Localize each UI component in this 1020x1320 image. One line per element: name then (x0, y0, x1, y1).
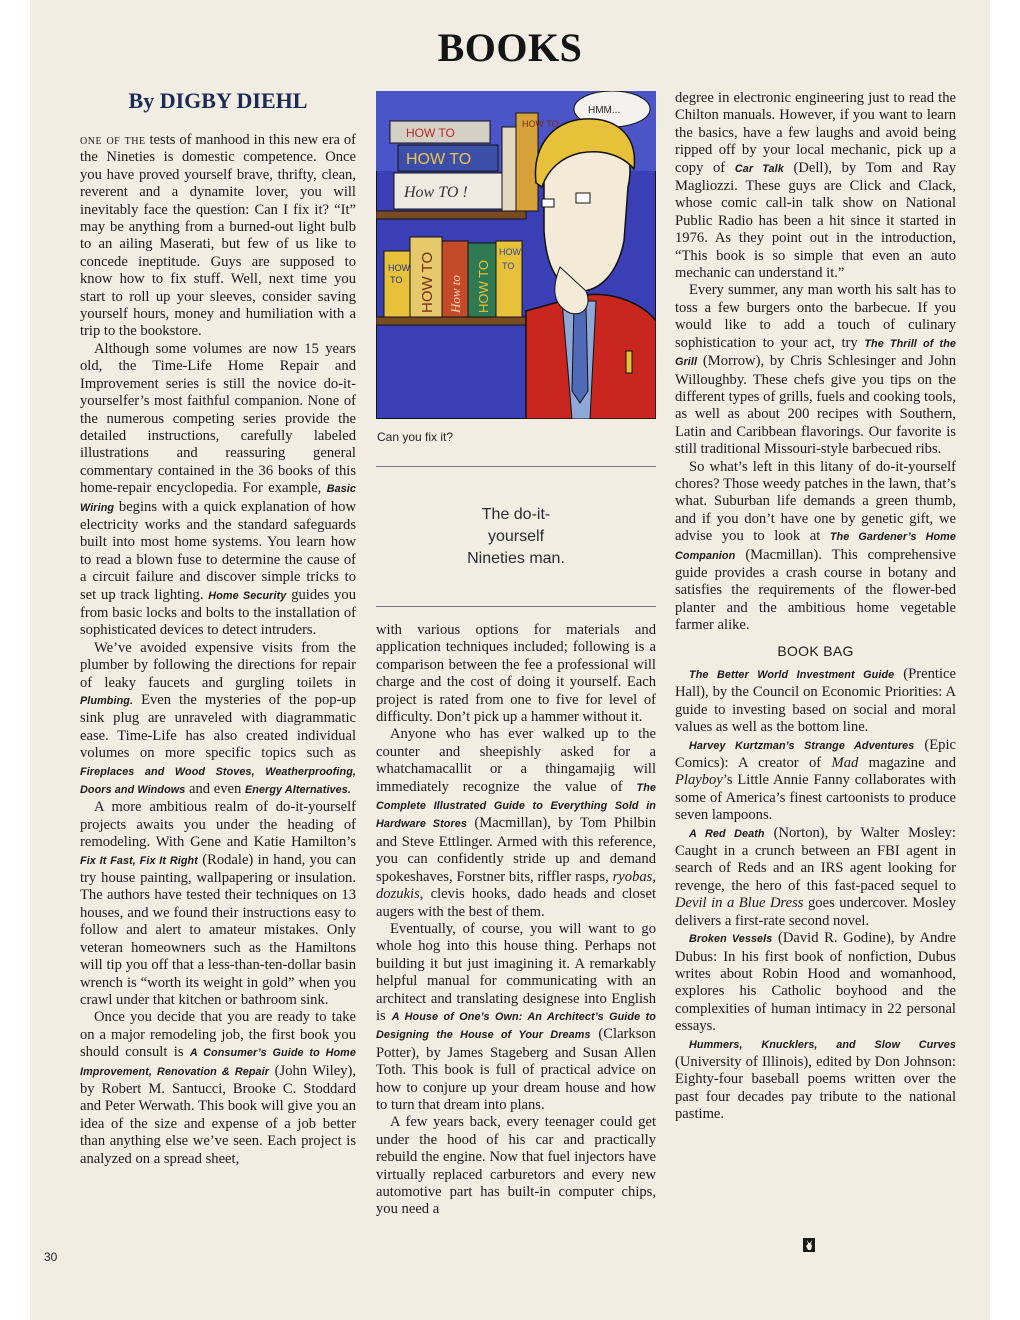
book-title: A House of One’s Own: An Architect’s Guide to Designing the House of Your Dreams (376, 1010, 657, 1042)
column-2 (376, 622, 656, 1219)
book-title: The Complete Illustrated Guide to Everything Sold in Hardware Stores (376, 781, 656, 831)
text: (Dell), by Tom and Ray Magliozzi. These guys are Click and Clack, whose comic call-in talk show on National Public Radio has been a hit since it started in 1976. As they point out in the introduction, “This book is so simple that even an auto mechanic can understand it.” (675, 159, 956, 282)
lead-in: one of the (80, 132, 146, 148)
divider (376, 606, 656, 607)
paragraph (80, 132, 356, 341)
pencil (626, 351, 632, 373)
tie (572, 305, 588, 403)
book-title: A Consumer’s Guide to Home Improvement, Renovation & Repair (80, 1047, 356, 1078)
page-number: 30 (44, 1250, 58, 1264)
text: (Norton), by Walter Mosley: Caught in a crunch between an FBI agent in search of Reds and an IRS agent looking for revenge, the hero of this fast-paced sequel to (675, 824, 956, 894)
shelf (376, 211, 526, 219)
book-title: The Gardener’s Home Companion (675, 531, 956, 562)
playboy-bunny-icon (803, 1238, 815, 1252)
text: (University of Illinois), edited by Don Johnson: Eighty-four baseball poems written over the past four decades pay tribute to the national pastime. (675, 1053, 956, 1123)
shelf (376, 317, 536, 325)
text: (Macmillan), by Tom Philbin and Steve Ettlinger. Armed with this reference, you can confidently stride up and demand spokeshaves, Forstner bits, riffler rasps, (376, 815, 657, 885)
eye (576, 193, 590, 203)
paragraph (80, 1009, 356, 1168)
italic-text: Devil in a Blue Dress (675, 895, 804, 912)
book-title: The Better World Investment Guide (689, 669, 895, 681)
italic-text: Playboy (675, 772, 723, 789)
book-title: Harvey Kurtzman’s Strange Adventures (689, 739, 915, 752)
paragraph: with various options for materials and application techniques included; following is a comparison between the fee a professional will charge and the cost of doing it yourself. Each project is rated from one to five for level of difficulty. Don’t pick up a hammer without it. (376, 622, 656, 726)
book-spine (502, 127, 516, 211)
book-bag-entry (675, 1036, 956, 1124)
text: So what’s left in this litany of do-it-yourself chores? Those weedy patches in the lawn, that’s what. Suburban life demands a green thumb, and if you don’t have one by genetic gift, we advise you to look at (675, 458, 956, 545)
cartoon-illustration (376, 91, 656, 419)
text: (Prentice Hall), by the Council on Economic Priorities: A guide to investing based on social and moral values as well as the bottom line. (675, 666, 956, 736)
text: (Rodale) in hand, you can try house painting, wallpapering or insulation. The authors have tested their techniques on 13 houses, and we found their instructions easy to follow and alert to amateur mistakes. Only veteran homeowners such as the Hamiltons will tip you off that a less-than-ten-dollar basin wrench is “worth its weight in gold” when you crawl under that kitchen or bathroom sink. (80, 851, 357, 1008)
spine-text: HOW (499, 247, 521, 257)
book-title: Energy Alternatives. (244, 784, 351, 797)
spine-text: HOW TO (406, 151, 472, 168)
book-title: A Red Death (689, 827, 765, 840)
spine-text: How to (448, 275, 463, 313)
italic-text: ryobas, dozukis, (376, 868, 656, 903)
text: A more ambitious realm of do-it-yourself projects awaits you under the heading of remodeling. With Gene and Katie Hamilton’s (80, 799, 356, 851)
text: (Epic Comics): A creator of (675, 736, 956, 772)
text: (Macmillan). This comprehensive guide provides a crash course in botany and satisfies the requirements of the flower-bed planter and the ambitious home vegetable farmer alike. (675, 546, 956, 634)
text: We’ve avoided expensive visits from the plumber by following the directions for repair of leaky faucets and gurgling toilets in (80, 639, 356, 691)
book-bag-entry (675, 825, 956, 930)
spine-text: TO (502, 261, 515, 271)
text: (Morrow), by Chris Schlesinger and John Willoughby. These chefs give you tips on the different types of grills, fuels and cooking tools, as well as about 200 recipes with Southern, Latin and Caribbean flavorings. Our favorite is still traditional Missouri-style barbecued ribs. (675, 353, 956, 458)
book-title: Plumbing. (80, 695, 134, 707)
pull-quote-line: yourself (487, 528, 545, 545)
text: Once you decide that you are ready to take on a major remodeling job, the first book you should consult is (80, 1009, 356, 1061)
book-bag-entry (675, 930, 956, 1035)
bubble-text: HMM... (588, 105, 621, 116)
book-title: Home Security (208, 589, 287, 602)
eye (542, 199, 554, 207)
text: Eventually, of course, you will want to go whole hog into this house thing. Perhaps not building it but just imagining it. A remarkably helpful manual for communicating with an architect and translating designese into English is (376, 920, 656, 1024)
pull-quote-line: Nineties man. (467, 550, 565, 567)
spine-text: HOW TO (406, 126, 455, 140)
text: goes undercover. Mosley delivers a first-rate second novel. (675, 895, 956, 929)
paragraph (376, 921, 656, 1114)
column-3 (675, 90, 956, 1124)
spine-text: TO (390, 275, 403, 285)
book-title: Fireplaces and Wood Stoves, Weatherproofing, Doors and Windows (80, 765, 356, 797)
pull-quote-line: The do-it- (481, 506, 551, 523)
spine-text: HOW TO (419, 251, 436, 313)
text: Every summer, any man worth his salt has to toss a few burgers onto the barbecue. If you would like to add a touch of culinary sophistication to your act, try (675, 282, 956, 351)
book-bag-entry (675, 666, 956, 737)
paragraph (675, 282, 956, 458)
text: (John Wiley), by Robert M. Santucci, Brooke C. Stoddard and Peter Werwath. This book will give you an idea of the size and expense of a job better than anything else we’ve seen. Each project is analyzed on a spread sheet, (80, 1062, 356, 1167)
byline: By DIGBY DIEHL (128, 88, 308, 113)
text: Although some volumes are now 15 years old, the Time-Life Home Repair and Improvement series is still the novice do-it-yourselfer’s most faithful companion. None of the numerous competing series provide the detailed instructions, carefully labeled illustrations and reassuring general commentary contained in the 36 books of this home-repair encyclopedia. For example, (80, 340, 356, 497)
text: clevis hooks, dado heads and closet augers with the best of them. (376, 886, 656, 920)
text: tests of manhood in this new era of the Nineties is domestic competence. Once you have proved yourself brave, thrifty, clean, reverent and a dynamite lover, you will inevitably face the question: Can I fix it? “It” may be anything from a burned-out light bulb to an ailing Maserati, but few of us like to concede ineptitude. Guys are supposed to know how to fix stuff. Well, next time you start to roll up your sleeves, consider saving yourself hours, money and humiliation with a trip to the bookstore. (80, 132, 356, 340)
text: (David R. Godine), by Andre Dubus: In his first book of nonfiction, Dubus writes about Robin Hood and womanhood, explores his Catholic boyhood and the complexities of human intimacy in 22 personal essays. (675, 930, 956, 1035)
text: begins with a quick explanation of how electricity works and the standard safeguards built into most home systems. You learn how to read a blown fuse to determine the cause of a circuit failure and discover simple tricks to set up track lighting. (80, 498, 356, 603)
paragraph (80, 640, 356, 800)
text: Anyone who has ever walked up to the counter and sheepishly asked for a whatchamacallit or a thingamajig will immediately recognize the value of (376, 726, 656, 795)
text: degree in electronic engineering just to read the Chilton manuals. However, if you want to learn the basics, have a few laughs and avoid being ripped off by your local mechanic, pick up a copy of (675, 90, 956, 176)
italic-text: Mad (831, 755, 859, 772)
spine-text: How TO ! (404, 184, 468, 201)
spine-text: HOW (388, 263, 410, 273)
pull-quote (376, 504, 656, 570)
book-title: The Thrill of the Grill (675, 337, 956, 369)
book-title: Car Talk (734, 162, 784, 175)
paragraph (80, 799, 356, 1009)
book-title: Broken Vessels (689, 933, 773, 946)
book-title: Hummers, Knucklers, and Slow Curves (689, 1038, 956, 1051)
text: (Clarkson Potter), by James Stageberg and Susan Allen Toth. This book is full of practical advice on how to conjure up your dream house and how to turn that dream into plans. (376, 1026, 656, 1113)
paragraph (80, 341, 356, 640)
book-title: Fix It Fast, Fix It Right (80, 854, 198, 867)
illustration-caption: Can you fix it? (377, 430, 454, 444)
book-title: Basic Wiring (80, 483, 356, 514)
text: Even the mysteries of the pop-up sink plug are unraveled with diagrammatic ease. Time-Life has also created individual volumes on more specific topics such as (80, 692, 356, 762)
column-1 (80, 132, 356, 1168)
text: guides you from basic locks and bolts to the installation of sophisticated devices to detect intruders. (80, 586, 356, 639)
spine-text: HOW TO (522, 119, 559, 129)
book-bag-entry (675, 737, 956, 825)
paragraph: A few years back, every teenager could get under the hood of his car and practically rebuild the engine. Now that fuel injectors have virtually replaced carburetors and every new automotive part has built-in computer chips, you need a (376, 1114, 656, 1218)
book-bag-heading: BOOK BAG (777, 642, 854, 659)
divider (376, 466, 656, 467)
text: and even (185, 781, 245, 798)
paragraph (675, 459, 956, 635)
spine-text: HOW TO (476, 260, 491, 313)
section-title: BOOKS (437, 25, 583, 70)
paragraph (376, 726, 656, 920)
text: magazine and (858, 755, 956, 772)
paragraph (675, 90, 956, 282)
text: ’s Little Annie Fanny collaborates with some of America’s finest cartoonists to produce seven lampoons. (675, 772, 956, 824)
